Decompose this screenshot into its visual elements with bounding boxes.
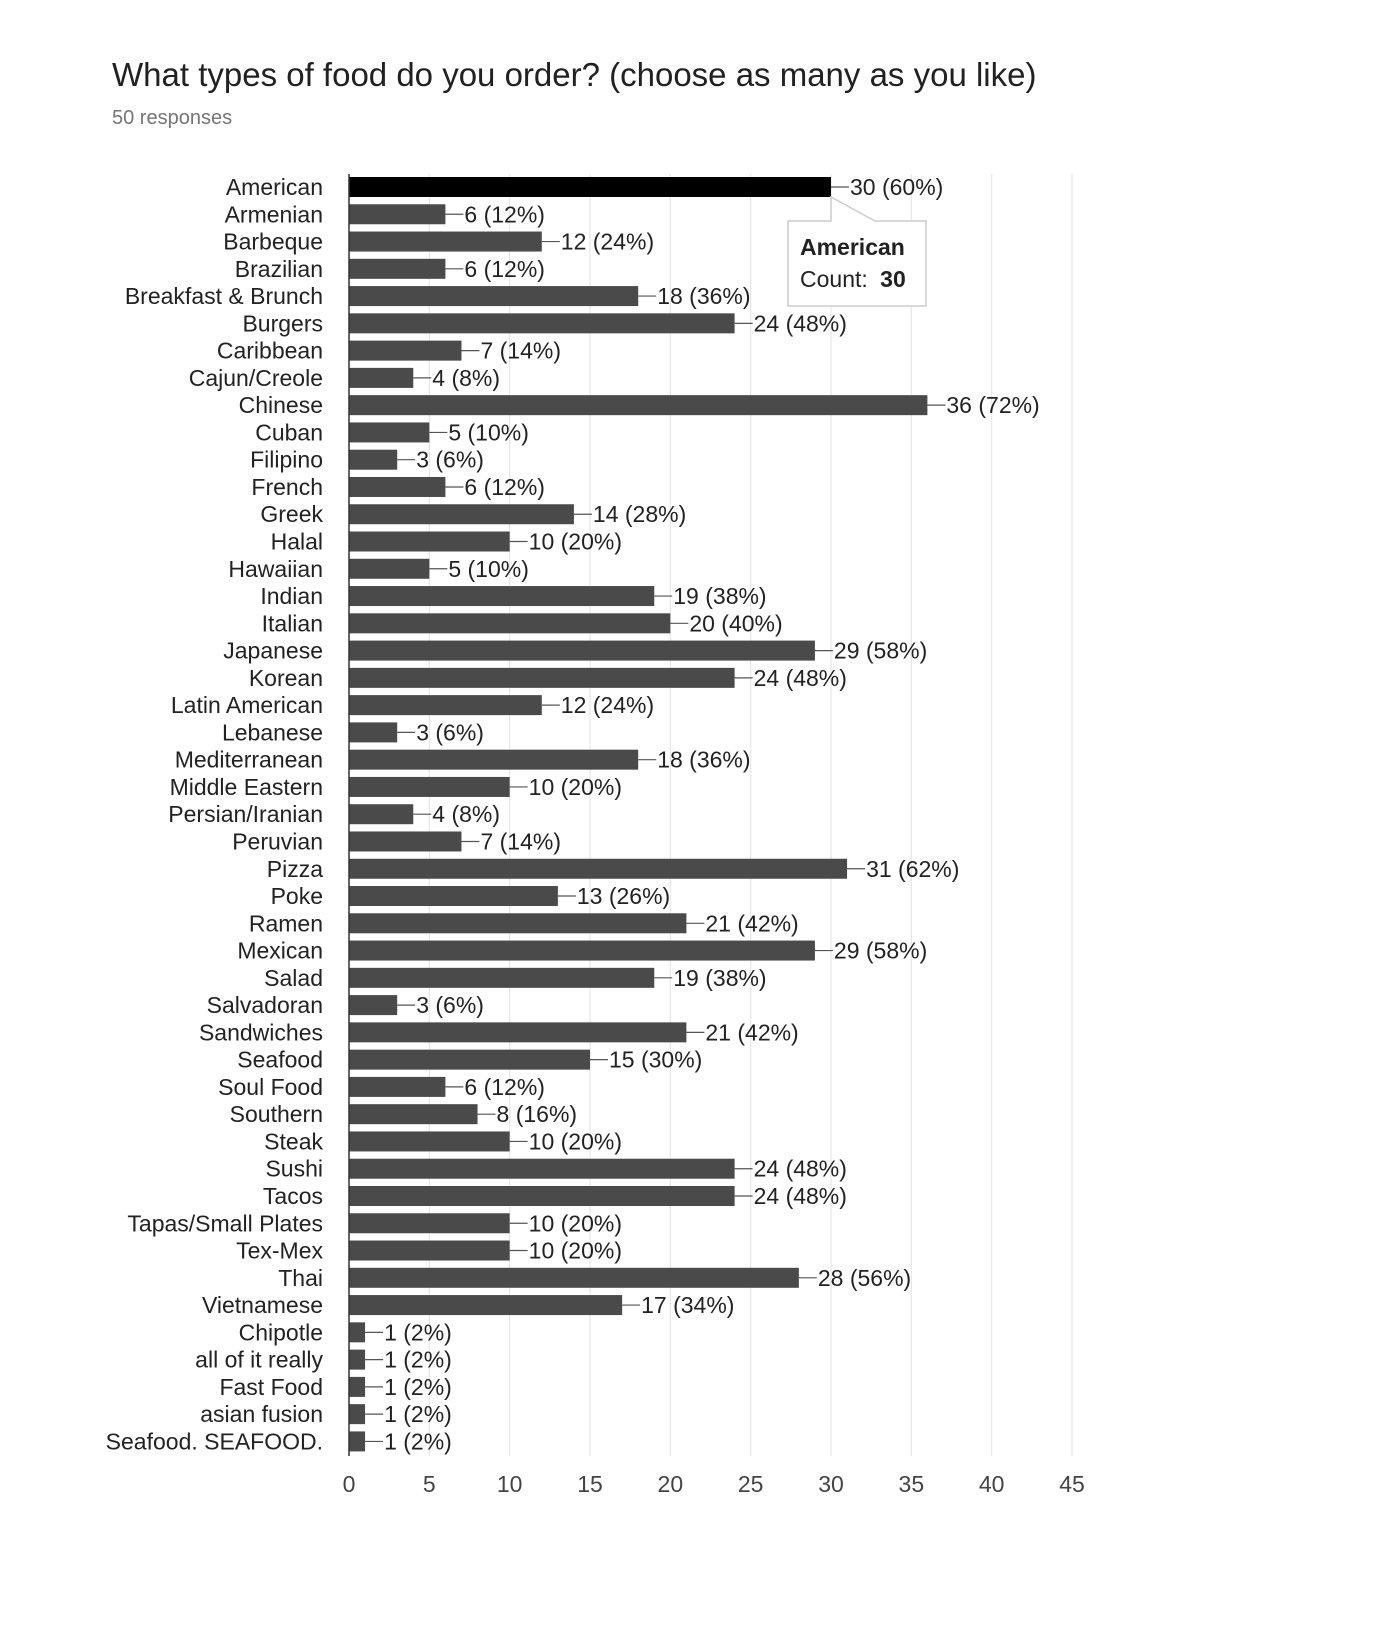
category-label: Fast Food <box>219 1373 323 1400</box>
bar[interactable] <box>349 395 927 415</box>
data-label: 7 (14%) <box>480 337 562 364</box>
category-label: Poke <box>270 883 323 910</box>
data-label: 3 (6%) <box>416 719 484 746</box>
data-label: 3 (6%) <box>416 992 484 1019</box>
bar[interactable] <box>349 968 654 988</box>
data-label: 30 (60%) <box>850 174 944 200</box>
data-label: 19 (38%) <box>673 583 767 610</box>
category-label: Ramen <box>248 910 323 937</box>
category-label: Seafood <box>237 1046 323 1073</box>
bar[interactable] <box>349 1050 590 1070</box>
data-label: 10 (20%) <box>528 1237 622 1264</box>
data-label: 24 (48%) <box>753 310 847 337</box>
data-label: 10 (20%) <box>528 1128 622 1155</box>
bar[interactable] <box>349 1186 735 1206</box>
category-label: Italian <box>261 610 323 637</box>
data-label: 1 (2%) <box>384 1346 452 1373</box>
x-tick-label: 40 <box>978 1471 1005 1497</box>
data-label: 6 (12%) <box>464 473 545 500</box>
bar[interactable] <box>349 1404 365 1424</box>
data-label: 13 (26%) <box>576 883 671 910</box>
bar[interactable] <box>349 422 429 442</box>
category-label: Indian <box>260 583 323 610</box>
category-label: Southern <box>229 1101 323 1128</box>
category-label: Hawaiian <box>228 555 323 582</box>
data-label: 1 (2%) <box>384 1373 452 1400</box>
category-label: Latin American <box>170 692 323 719</box>
bar[interactable] <box>349 1077 445 1097</box>
category-label: Lebanese <box>221 719 323 746</box>
x-tick-label: 45 <box>1059 1471 1085 1497</box>
bar[interactable] <box>349 477 445 497</box>
bar[interactable] <box>349 204 445 224</box>
category-label: Filipino <box>250 446 323 473</box>
bar[interactable] <box>349 559 429 579</box>
data-label: 21 (42%) <box>705 1019 799 1046</box>
bar[interactable] <box>349 804 413 824</box>
category-label: Cuban <box>255 419 323 446</box>
category-label: Seafood. SEAFOOD. <box>105 1428 323 1455</box>
data-label: 10 (20%) <box>528 1210 622 1237</box>
category-label: Armenian <box>224 201 323 228</box>
tooltip <box>788 197 926 306</box>
data-label: 4 (8%) <box>432 364 501 391</box>
bar[interactable] <box>349 368 413 388</box>
bar[interactable] <box>349 1104 478 1124</box>
bar[interactable] <box>349 1159 735 1179</box>
bar[interactable] <box>349 777 510 797</box>
category-label: Sushi <box>265 1155 323 1182</box>
category-label: Thai <box>278 1264 323 1291</box>
data-label: 6 (12%) <box>464 201 545 228</box>
bar[interactable] <box>349 613 670 633</box>
tooltip-count-label: Count: <box>800 266 868 292</box>
data-label: 1 (2%) <box>384 1319 452 1346</box>
data-label: 17 (34%) <box>641 1292 735 1319</box>
category-label: Vietnamese <box>201 1292 323 1319</box>
x-tick-label: 10 <box>496 1471 523 1497</box>
bar[interactable] <box>349 859 847 879</box>
data-label: 18 (36%) <box>657 746 751 773</box>
tooltip-count-value: 30 <box>880 266 906 292</box>
data-label: 6 (12%) <box>464 1073 545 1100</box>
bar[interactable] <box>349 641 815 661</box>
x-tick-label: 20 <box>657 1471 684 1497</box>
category-label: Middle Eastern <box>169 773 323 800</box>
x-tick-label: 30 <box>818 1471 844 1497</box>
x-tick-label: 5 <box>422 1471 436 1497</box>
category-label: Steak <box>264 1128 323 1155</box>
data-label: 19 (38%) <box>673 964 767 991</box>
category-label: Tapas/Small Plates <box>127 1210 323 1237</box>
category-label: Korean <box>248 664 323 691</box>
category-label: Tacos <box>262 1182 323 1209</box>
data-label: 18 (36%) <box>657 283 751 310</box>
category-label: Persian/Iranian <box>168 801 323 828</box>
x-tick-label: 35 <box>898 1471 925 1497</box>
data-label: 5 (10%) <box>448 419 529 446</box>
data-label: 15 (30%) <box>609 1046 703 1073</box>
category-label: Burgers <box>242 310 323 337</box>
response-count: 50 responses <box>112 107 233 129</box>
category-label: Soul Food <box>218 1073 323 1100</box>
bar[interactable] <box>349 1295 622 1315</box>
bar[interactable] <box>349 286 638 306</box>
category-label: Caribbean <box>216 337 323 364</box>
bar[interactable] <box>349 1241 510 1261</box>
data-label: 6 (12%) <box>464 255 545 282</box>
category-label: Japanese <box>223 637 323 664</box>
data-label: 29 (58%) <box>833 637 928 664</box>
data-label: 8 (16%) <box>496 1101 578 1128</box>
data-label: 21 (42%) <box>705 910 799 937</box>
category-label: Tex-Mex <box>236 1237 323 1264</box>
bar[interactable] <box>349 750 638 770</box>
bar[interactable] <box>349 1268 799 1288</box>
data-label: 36 (72%) <box>946 392 1040 419</box>
category-label: Salad <box>264 964 323 991</box>
category-label: Breakfast & Brunch <box>124 283 323 310</box>
category-label: Peruvian <box>232 828 323 855</box>
category-label: Pizza <box>266 855 323 882</box>
bar[interactable] <box>349 1131 510 1151</box>
category-label: Sandwiches <box>198 1019 323 1046</box>
category-label: Mexican <box>237 937 323 964</box>
x-tick-label: 25 <box>737 1471 764 1497</box>
bar[interactable] <box>349 1213 510 1233</box>
bar[interactable] <box>349 177 831 197</box>
category-label: French <box>251 473 323 500</box>
bar[interactable] <box>349 259 445 279</box>
tooltip-category: American <box>800 234 905 260</box>
bar[interactable] <box>349 450 397 470</box>
data-label: 31 (62%) <box>866 855 960 882</box>
category-label: Greek <box>260 501 323 528</box>
bar[interactable] <box>349 1431 365 1451</box>
bar[interactable] <box>349 341 461 361</box>
data-label: 10 (20%) <box>528 773 622 800</box>
bar[interactable] <box>349 941 815 961</box>
data-label: 20 (40%) <box>689 610 783 637</box>
bar[interactable] <box>349 586 654 606</box>
category-label: asian fusion <box>200 1401 323 1428</box>
bar[interactable] <box>349 913 686 933</box>
bar[interactable] <box>349 532 510 552</box>
category-label: Salvadoran <box>206 992 323 1019</box>
bar[interactable] <box>349 722 397 742</box>
data-label: 28 (56%) <box>817 1264 912 1291</box>
data-label: 12 (24%) <box>560 228 655 255</box>
data-label: 4 (8%) <box>432 801 501 828</box>
data-label: 12 (24%) <box>560 692 655 719</box>
data-label: 5 (10%) <box>448 555 529 582</box>
bar[interactable] <box>349 668 735 688</box>
category-label: all of it really <box>195 1346 323 1373</box>
bar[interactable] <box>349 695 542 715</box>
gridlines <box>429 174 1072 1456</box>
data-label: 14 (28%) <box>592 501 687 528</box>
x-tick-label: 0 <box>342 1471 356 1497</box>
category-label: Brazilian <box>234 255 323 282</box>
category-label: Cajun/Creole <box>188 364 323 391</box>
data-label: 1 (2%) <box>384 1428 452 1455</box>
data-label: 3 (6%) <box>416 446 484 473</box>
bars <box>349 174 1040 1454</box>
bar[interactable] <box>349 1022 686 1042</box>
data-label: 24 (48%) <box>753 1182 847 1209</box>
bar[interactable] <box>349 886 558 906</box>
data-label: 24 (48%) <box>753 1155 847 1182</box>
bar[interactable] <box>349 831 461 851</box>
data-label: 24 (48%) <box>753 664 847 691</box>
category-label: Barbeque <box>223 228 323 255</box>
category-label: American <box>225 174 323 200</box>
category-label: Chipotle <box>238 1319 323 1346</box>
category-label: Chinese <box>238 392 323 419</box>
data-label: 1 (2%) <box>384 1401 452 1428</box>
tooltip-count <box>800 266 906 292</box>
bar[interactable] <box>349 313 735 333</box>
bar[interactable] <box>349 232 542 252</box>
bar[interactable] <box>349 995 397 1015</box>
data-label: 10 (20%) <box>528 528 622 555</box>
category-label: Mediterranean <box>174 746 323 773</box>
bar[interactable] <box>349 1377 365 1397</box>
data-label: 7 (14%) <box>480 828 562 855</box>
bar[interactable] <box>349 504 574 524</box>
x-tick-label: 15 <box>577 1471 603 1497</box>
category-label: Halal <box>270 528 323 555</box>
bar[interactable] <box>349 1322 365 1342</box>
data-label: 29 (58%) <box>833 937 928 964</box>
chart-title: What types of food do you order? (choose as many as you like) <box>112 56 1037 93</box>
bar[interactable] <box>349 1350 365 1370</box>
